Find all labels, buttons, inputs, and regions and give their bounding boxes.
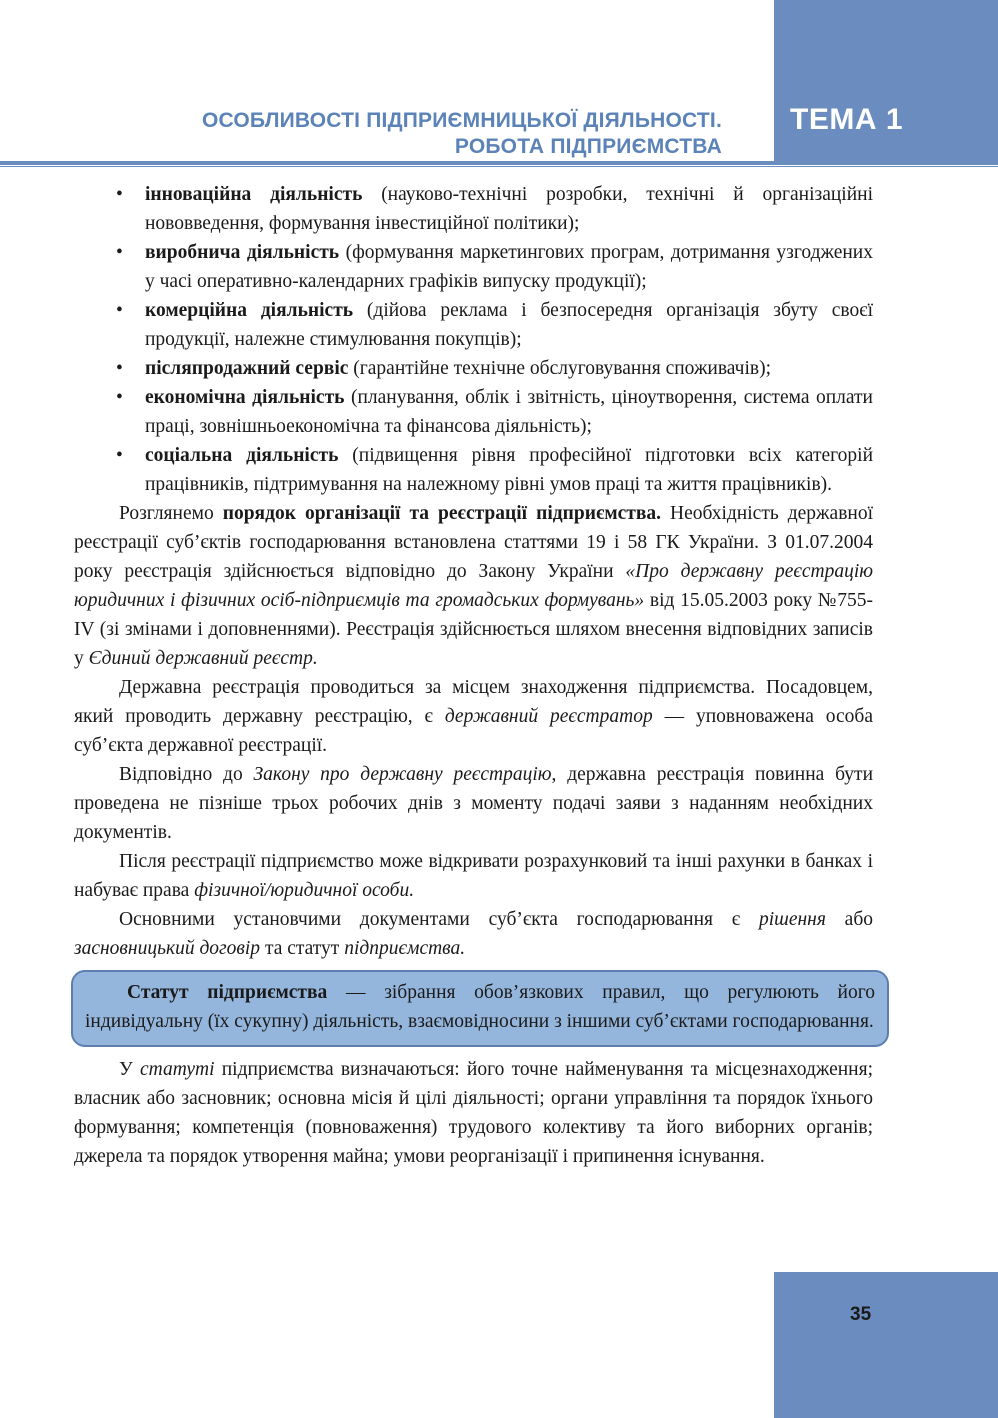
- list-item: [74, 441, 873, 499]
- paragraph-registration: Розглянемо порядок організації та реєстрації підприємства. Необхідність державної реєстрації суб’єктів господарювання встановлена статтями 19 і 58 ГК України. З 01.07.2004 року реєстрація здійснюється відповідно до Закону України «Про державну реєстрацію юридичних і фізичних осіб-підприємців та громадських формувань» від 15.05.2003 року №755-IV (зі змінами і доповненнями). Реєстрація здійснюється шляхом внесення відповідних записів у Єдиний державний реєстр.: [74, 503, 874, 669]
- list-item-term: економічна діяльність: [145, 387, 345, 408]
- bullet-icon: •: [116, 242, 123, 263]
- list-item: [74, 354, 873, 383]
- running-header: [202, 108, 722, 160]
- list-item-text: (підвищення рівня професійної підготовки всіх категорій працівників, підтримування на належному рівні умов праці та життя працівників).: [145, 445, 873, 495]
- bullet-icon: •: [116, 184, 123, 205]
- definition-text: Статут підприємства — зібрання обов’язкових правил, що регулюють його індивідуальну (їх сукупну) діяльність, взаємовідносини з іншими суб’єктами господарювання.: [85, 982, 875, 1032]
- paragraph-founding-docs: Основними установчими документами суб’єкта господарювання є рішення або засновницький договір та статут підприємства.: [74, 909, 874, 959]
- paragraph-registrar: Державна реєстрація проводиться за місцем знаходження підприємства. Посадовцем, який проводить державну реєстрацію, є державний реєстратор — уповноважена особа суб’єкта державної реєстрації.: [74, 677, 873, 756]
- header-title-line2: РОБОТА ПІДПРИЄМСТВА: [454, 135, 722, 158]
- list-item-term: інноваційна діяльність: [145, 184, 363, 205]
- list-item-term: виробнича діяльність: [145, 242, 340, 263]
- paragraph-accounts: Після реєстрації підприємство може відкривати розрахунковий та інші рахунки в банках і набуває права фізичної/юридичної особи.: [74, 851, 873, 901]
- list-item-text: (дійова реклама і безпосередня організація збуту своєї продукції, належне стимулювання покупців);: [145, 300, 873, 350]
- list-item-text: (планування, облік і звітність, ціноутворення, система оплати праці, зовнішньоекономічна та фінансова діяльність);: [145, 387, 873, 437]
- paragraph-charter: У статуті підприємства визначаються: його точне найменування та місцезнаходження; власник або засновник; основна місія й цілі діяльності; органи управління та порядок їхнього формування; компетенція (повноваження) трудового колективу та його виборних органів; джерела та порядок утворення майна; умови реорганізації і припинення існування.: [74, 1059, 873, 1167]
- bullet-icon: •: [116, 387, 123, 408]
- bullet-icon: •: [116, 445, 123, 466]
- list-item: [74, 180, 873, 238]
- header-rule-thin: [0, 166, 998, 167]
- page-body: [74, 180, 873, 1171]
- page-number-banner: [774, 1272, 998, 1418]
- header-rule-thick: [0, 161, 998, 165]
- list-item-term: післяпродажний сервіс: [145, 358, 349, 379]
- activity-list: [74, 180, 873, 499]
- list-item: [74, 238, 873, 296]
- definition-box: [71, 970, 889, 1047]
- list-item: [74, 296, 873, 354]
- list-item-term: соціальна діяльність: [145, 445, 339, 466]
- bullet-icon: •: [116, 358, 123, 379]
- definition-term: Статут підприємства: [127, 982, 328, 1003]
- bullet-icon: •: [116, 300, 123, 321]
- paragraph-deadline: Відповідно до Закону про державну реєстрацію, державна реєстрація повинна бути проведена не пізніше трьох робочих днів з моменту подачі заяви з наданням необхідних документів.: [74, 764, 874, 843]
- list-item: [74, 383, 873, 441]
- tema-label: ТЕМА 1: [790, 103, 904, 136]
- list-item-text: (гарантійне технічне обслуговування споживачів);: [348, 358, 772, 379]
- list-item-text: (науково-технічні розробки, технічні й організаційні нововведення, формування інвестиційної політики);: [145, 184, 873, 234]
- list-item-text: (формування маркетингових програм, дотримання узгоджених у часі оперативно-календарних графіків випуску продукції);: [145, 242, 873, 292]
- list-item-term: комерційна діяльність: [145, 300, 354, 321]
- page-number: 35: [850, 1304, 872, 1325]
- header-title-line1: ОСОБЛИВОСТІ ПІДПРИЄМНИЦЬКОЇ ДІЯЛЬНОСТІ.: [202, 109, 722, 132]
